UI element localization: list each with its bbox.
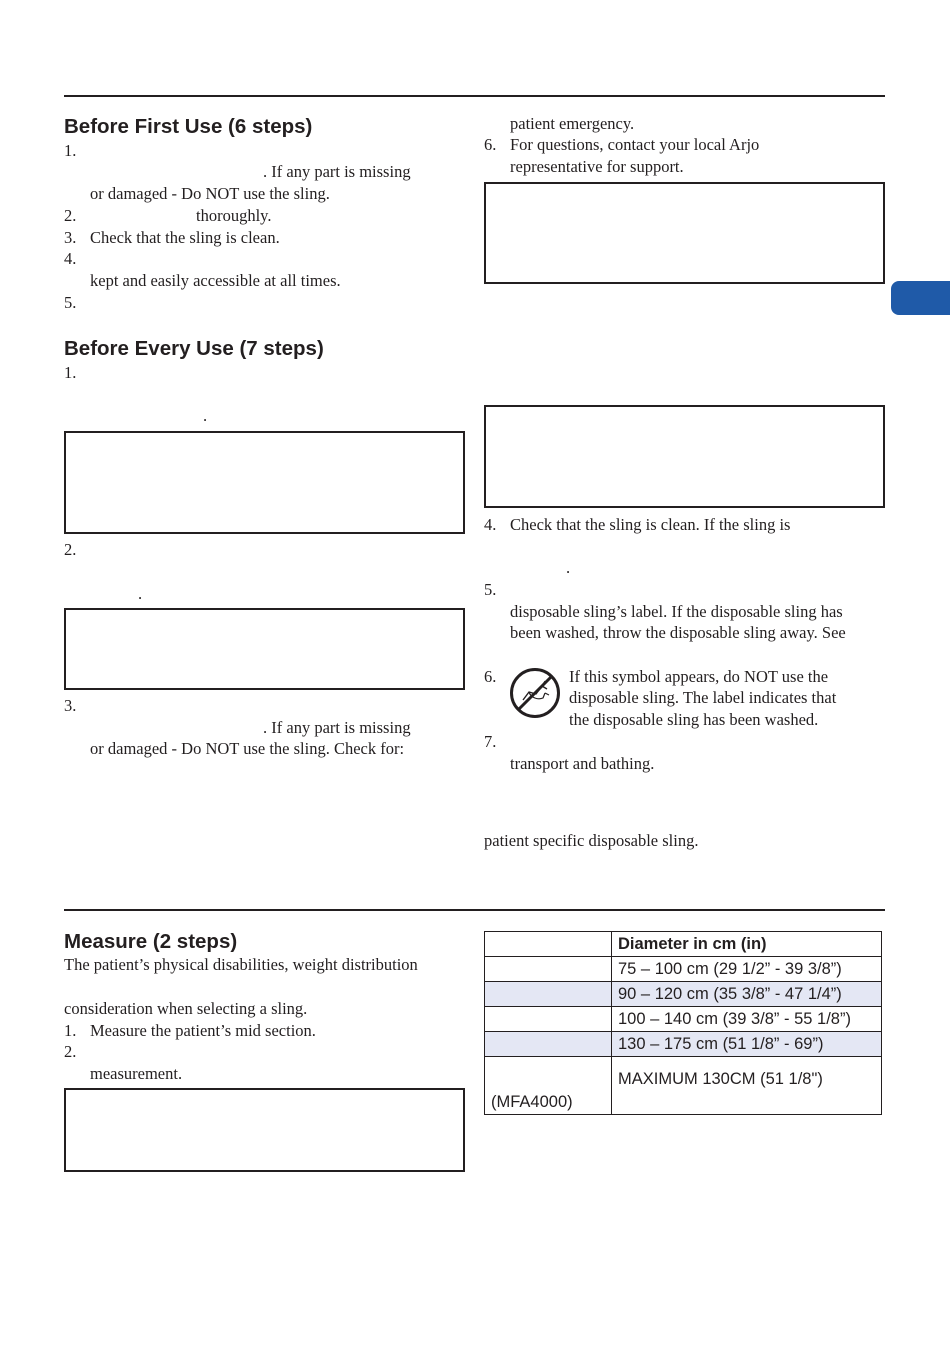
- step-number: 1.: [64, 1021, 77, 1040]
- table-row: [485, 957, 882, 982]
- size-table: [484, 931, 882, 1115]
- no-wash-symbol-icon: [509, 667, 561, 719]
- step-text: or damaged - Do NOT use the sling. Check for:: [90, 739, 405, 758]
- step-text: .: [138, 584, 143, 603]
- table-cell-diameter: MAXIMUM 130CM (51 1/8"): [612, 1057, 882, 1115]
- section-heading-measure: Measure (2 steps): [64, 930, 238, 953]
- step-text: Measure the patient’s mid section.: [90, 1021, 316, 1040]
- section-heading-before-every-use: Before Every Use (7 steps): [64, 337, 324, 360]
- table-row: [485, 1057, 882, 1115]
- step-text: disposable sling. The label indicates that: [569, 688, 837, 707]
- step-number: 3.: [64, 228, 77, 247]
- step-number: 6.: [484, 135, 497, 154]
- step-text: disposable sling’s label. If the disposable sling has: [510, 602, 843, 621]
- table-row: [485, 982, 882, 1007]
- step-number: 2.: [64, 540, 77, 559]
- table-cell: [485, 1007, 612, 1032]
- table-cell-size: (MFA4000): [485, 1057, 612, 1115]
- step-text: been washed, throw the disposable sling away. See: [510, 623, 846, 642]
- step-text: Check that the sling is clean.: [90, 228, 280, 247]
- step-number: 4.: [484, 515, 497, 534]
- step-text: transport and bathing.: [510, 754, 655, 773]
- chapter-tab[interactable]: [891, 281, 950, 315]
- step-number: 3.: [64, 696, 77, 715]
- step-text: If this symbol appears, do NOT use the: [569, 667, 829, 686]
- step-text: kept and easily accessible at all times.: [90, 271, 341, 290]
- step-number: 5.: [64, 293, 77, 312]
- step-text: For questions, contact your local Arjo: [510, 135, 760, 154]
- section-heading-before-first-use: Before First Use (6 steps): [64, 115, 313, 138]
- paragraph-text: patient specific disposable sling.: [484, 831, 699, 850]
- notice-box: [64, 608, 465, 690]
- step-text: measurement.: [90, 1064, 183, 1083]
- table-cell: [485, 1032, 612, 1057]
- step-number: 4.: [64, 249, 77, 268]
- step-number: 7.: [484, 732, 497, 751]
- notice-box: [484, 182, 885, 284]
- notice-box: [64, 1088, 465, 1172]
- table-cell-diameter: 100 – 140 cm (39 3/8” - 55 1/8”): [612, 1007, 882, 1032]
- table-cell: [485, 957, 612, 982]
- step-number: 6.: [484, 667, 497, 686]
- table-row: [485, 1032, 882, 1057]
- paragraph-text: The patient’s physical disabilities, weight distribution: [64, 955, 418, 974]
- step-text: thoroughly.: [196, 206, 272, 225]
- notice-box: [484, 405, 885, 508]
- table-header-diameter: Diameter in cm (in): [612, 932, 882, 957]
- table-cell: [485, 982, 612, 1007]
- step-text: patient emergency.: [510, 114, 635, 133]
- top-rule: [64, 95, 885, 97]
- step-text: .: [203, 406, 208, 425]
- step-text: .: [566, 558, 571, 577]
- table-cell-diameter: 130 – 175 cm (51 1/8” - 69”): [612, 1032, 882, 1057]
- middle-rule: [64, 909, 885, 911]
- step-text: representative for support.: [510, 157, 684, 176]
- step-number: 2.: [64, 1042, 77, 1061]
- step-number: 5.: [484, 580, 497, 599]
- table-cell-diameter: 75 – 100 cm (29 1/2” - 39 3/8”): [612, 957, 882, 982]
- step-text: . If any part is missing: [263, 162, 411, 181]
- step-text: . If any part is missing: [263, 718, 411, 737]
- paragraph-text: consideration when selecting a sling.: [64, 999, 308, 1018]
- step-number: 1.: [64, 363, 77, 382]
- step-text: the disposable sling has been washed.: [569, 710, 819, 729]
- step-text: or damaged - Do NOT use the sling.: [90, 184, 330, 203]
- step-number: 1.: [64, 141, 77, 160]
- step-text: Check that the sling is clean. If the sling is: [510, 515, 791, 534]
- table-cell: [485, 932, 612, 957]
- table-cell-diameter: 90 – 120 cm (35 3/8” - 47 1/4”): [612, 982, 882, 1007]
- table-row: [485, 1007, 882, 1032]
- table-header-row: [485, 932, 882, 957]
- notice-box: [64, 431, 465, 534]
- step-number: 2.: [64, 206, 77, 225]
